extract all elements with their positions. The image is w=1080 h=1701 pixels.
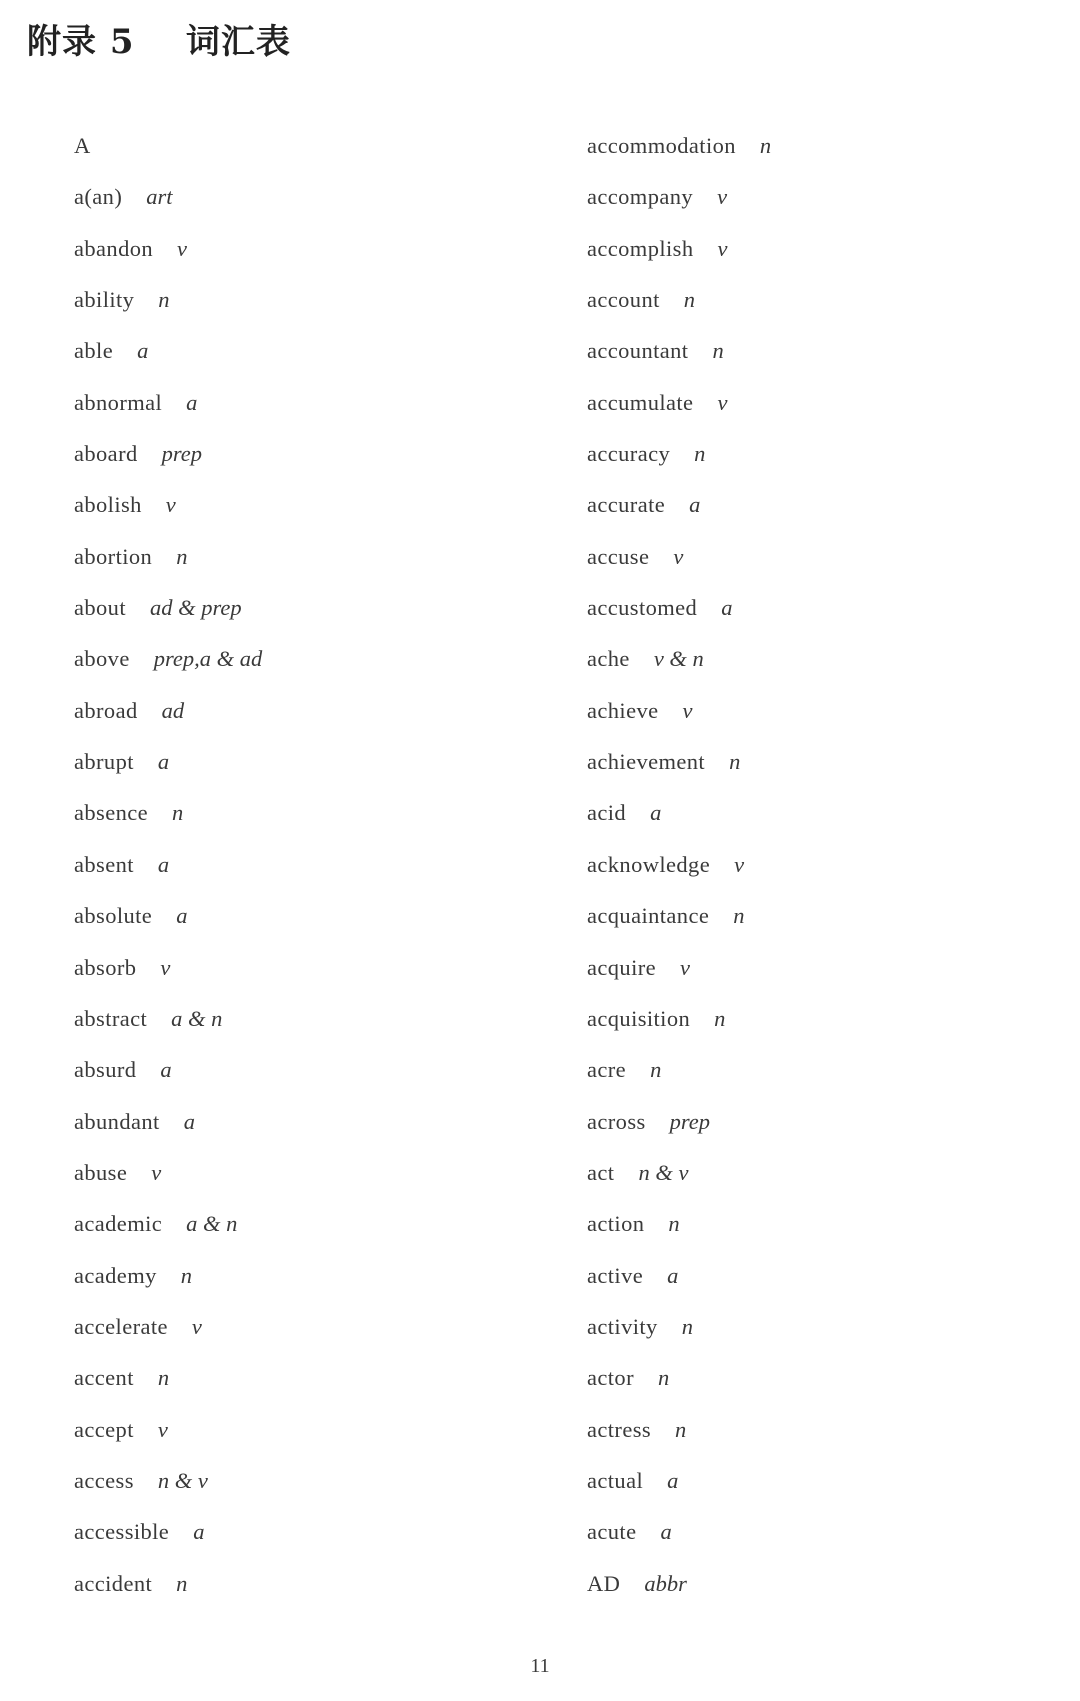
part-of-speech: prep,a & ad <box>153 646 263 672</box>
vocabulary-entry <box>74 485 262 536</box>
part-of-speech: v <box>151 1159 162 1185</box>
headword: abrupt <box>74 749 134 775</box>
vocabulary-entry <box>587 896 771 947</box>
vocabulary-entry <box>587 1153 771 1204</box>
part-of-speech: art <box>146 184 173 210</box>
headword: absurd <box>74 1057 137 1083</box>
part-of-speech: a <box>650 800 662 826</box>
part-of-speech: ad & prep <box>150 595 242 621</box>
vocabulary-entry <box>587 1256 771 1307</box>
vocabulary-entry <box>74 691 262 742</box>
vocabulary-entry <box>74 126 262 177</box>
vocabulary-entry <box>587 229 771 280</box>
vocabulary-entry <box>74 1256 262 1307</box>
part-of-speech: n <box>158 287 170 313</box>
vocabulary-entry <box>74 177 262 228</box>
vocabulary-entry <box>74 537 262 588</box>
part-of-speech: n <box>650 1057 662 1083</box>
vocabulary-entry <box>74 639 262 690</box>
vocabulary-entry <box>587 1050 771 1101</box>
part-of-speech: v <box>165 492 176 518</box>
headword: able <box>74 338 114 364</box>
headword: active <box>587 1262 644 1288</box>
vocabulary-entry <box>587 177 771 228</box>
part-of-speech: n & v <box>638 1159 689 1185</box>
headword: acid <box>587 800 627 826</box>
vocabulary-entry <box>587 999 771 1050</box>
part-of-speech: v <box>673 543 684 569</box>
part-of-speech: n <box>694 441 706 467</box>
part-of-speech: a <box>193 1519 205 1545</box>
vocabulary-entry <box>74 588 262 639</box>
vocabulary-entry <box>74 383 262 434</box>
part-of-speech: n <box>176 543 188 569</box>
vocabulary-entry <box>74 229 262 280</box>
vocabulary-entry <box>74 434 262 485</box>
part-of-speech: a <box>667 1467 679 1493</box>
vocabulary-entry <box>74 999 262 1050</box>
vocabulary-entry <box>74 1410 262 1461</box>
part-of-speech: n <box>683 287 696 313</box>
vocabulary-entry <box>74 742 262 793</box>
part-of-speech: n <box>714 1005 726 1031</box>
vocabulary-entry <box>587 126 771 177</box>
part-of-speech: n <box>157 1365 170 1391</box>
headword: achieve <box>587 697 659 723</box>
page-title: 附录 5 词汇表 <box>27 22 291 62</box>
vocabulary-entry <box>74 1461 262 1512</box>
vocabulary-entry <box>587 1564 771 1615</box>
part-of-speech: n <box>729 749 741 775</box>
vocabulary-entry <box>74 1564 262 1615</box>
part-of-speech: abbr <box>644 1570 687 1596</box>
part-of-speech: prep <box>161 441 203 467</box>
vocabulary-column-right <box>587 126 771 1615</box>
headword: action <box>587 1211 645 1237</box>
part-of-speech: a <box>689 492 701 518</box>
page-number: 11 <box>530 1655 550 1677</box>
headword: accomplish <box>587 235 694 261</box>
vocabulary-entry <box>587 691 771 742</box>
headword: acquire <box>587 954 657 980</box>
headword: accessible <box>74 1519 170 1545</box>
headword: acquaintance <box>587 903 710 929</box>
part-of-speech: a <box>183 1108 195 1134</box>
part-of-speech: n <box>733 903 745 929</box>
vocabulary-entry <box>587 1204 771 1255</box>
part-of-speech: a & n <box>186 1211 238 1237</box>
part-of-speech: n <box>172 800 184 826</box>
headword: AD <box>587 1570 621 1596</box>
headword: accustomed <box>587 595 698 621</box>
part-of-speech: v <box>682 697 693 723</box>
vocabulary-entry <box>74 280 262 331</box>
headword: accident <box>74 1570 153 1596</box>
vocabulary-entry <box>74 1050 262 1101</box>
part-of-speech: n <box>180 1262 192 1288</box>
part-of-speech: n & v <box>157 1467 208 1493</box>
vocabulary-entry <box>587 1358 771 1409</box>
headword: above <box>74 646 130 672</box>
vocabulary-entry <box>587 588 771 639</box>
part-of-speech: v <box>717 235 728 261</box>
headword: absent <box>74 851 134 877</box>
headword: absolute <box>74 903 153 929</box>
vocabulary-entry <box>587 331 771 382</box>
vocabulary-entry <box>587 948 771 999</box>
vocabulary-entry <box>74 793 262 844</box>
part-of-speech: v <box>160 954 171 980</box>
headword: achievement <box>587 749 706 775</box>
vocabulary-entry <box>74 896 262 947</box>
part-of-speech: v <box>191 1313 202 1339</box>
vocabulary-column-left <box>74 126 262 1615</box>
part-of-speech: n <box>759 133 772 158</box>
headword: actress <box>587 1416 652 1442</box>
headword: acquisition <box>587 1005 691 1031</box>
part-of-speech: prep <box>669 1108 711 1134</box>
headword: abolish <box>74 492 142 518</box>
vocabulary-entry <box>587 1307 771 1358</box>
part-of-speech: a <box>157 749 170 775</box>
headword: abstract <box>74 1005 148 1031</box>
part-of-speech: a <box>137 338 149 364</box>
headword: absorb <box>74 954 137 980</box>
headword: accurate <box>587 492 666 518</box>
headword: abundant <box>74 1108 160 1134</box>
part-of-speech: v & n <box>653 646 704 672</box>
part-of-speech: a <box>176 903 188 929</box>
headword: acknowledge <box>587 851 711 877</box>
headword: acute <box>587 1519 637 1545</box>
part-of-speech: v <box>717 389 728 415</box>
headword: accountant <box>587 338 689 364</box>
part-of-speech: v <box>734 851 745 877</box>
headword: a(an) <box>74 184 123 210</box>
part-of-speech: v <box>717 184 728 210</box>
vocabulary-entry <box>74 1307 262 1358</box>
headword: academic <box>74 1211 163 1237</box>
vocabulary-entry <box>74 948 262 999</box>
part-of-speech: v <box>177 235 188 261</box>
part-of-speech: a <box>721 595 733 621</box>
part-of-speech: n <box>675 1416 687 1442</box>
headword: ache <box>587 646 630 672</box>
headword: activity <box>587 1313 658 1339</box>
headword: account <box>587 287 660 313</box>
headword: actor <box>587 1365 634 1391</box>
headword: abnormal <box>74 389 163 415</box>
part-of-speech: a <box>660 1519 672 1545</box>
headword: accent <box>74 1365 134 1391</box>
part-of-speech: a <box>157 851 170 877</box>
headword: acre <box>587 1057 627 1083</box>
headword: accommodation <box>587 133 736 158</box>
vocabulary-entry <box>587 485 771 536</box>
headword: abortion <box>74 543 153 569</box>
part-of-speech: n <box>668 1211 680 1237</box>
headword: actual <box>587 1467 644 1493</box>
vocabulary-entry <box>587 280 771 331</box>
part-of-speech: n <box>712 338 724 364</box>
vocabulary-entry <box>74 331 262 382</box>
part-of-speech: n <box>681 1313 693 1339</box>
part-of-speech: a <box>667 1262 679 1288</box>
headword: ability <box>74 287 135 313</box>
vocabulary-entry <box>74 1102 262 1153</box>
headword: accuracy <box>587 441 671 467</box>
headword: academy <box>74 1262 157 1288</box>
headword: aboard <box>74 441 138 467</box>
part-of-speech: n <box>176 1570 188 1596</box>
vocabulary-entry <box>587 742 771 793</box>
vocabulary-entry <box>587 537 771 588</box>
vocabulary-entry <box>587 1461 771 1512</box>
part-of-speech: a <box>160 1057 172 1083</box>
part-of-speech: a <box>186 389 198 415</box>
headword: accuse <box>587 543 650 569</box>
headword: accelerate <box>74 1313 168 1339</box>
vocabulary-entry <box>587 845 771 896</box>
headword: accept <box>74 1416 134 1442</box>
vocabulary-entry <box>74 1358 262 1409</box>
part-of-speech: v <box>157 1416 168 1442</box>
headword: abandon <box>74 235 154 261</box>
headword: accumulate <box>587 389 694 415</box>
part-of-speech: n <box>657 1365 670 1391</box>
part-of-speech: ad <box>161 697 185 723</box>
vocabulary-entry <box>587 383 771 434</box>
vocabulary-entry <box>74 1153 262 1204</box>
headword: accompany <box>587 184 694 210</box>
headword: access <box>74 1467 134 1493</box>
headword: about <box>74 595 126 621</box>
part-of-speech: a & n <box>171 1005 223 1031</box>
vocabulary-entry <box>587 793 771 844</box>
vocabulary-entry <box>74 1204 262 1255</box>
headword: across <box>587 1108 646 1134</box>
part-of-speech: v <box>680 954 691 980</box>
vocabulary-entry <box>587 639 771 690</box>
headword: abuse <box>74 1159 128 1185</box>
headword: act <box>587 1159 615 1185</box>
headword: abroad <box>74 697 138 723</box>
vocabulary-entry <box>587 1512 771 1563</box>
headword: absence <box>74 800 149 826</box>
vocabulary-entry <box>74 1512 262 1563</box>
vocabulary-entry <box>587 1410 771 1461</box>
vocabulary-entry <box>74 845 262 896</box>
vocabulary-entry <box>587 1102 771 1153</box>
vocabulary-entry <box>587 434 771 485</box>
headword: A <box>74 133 91 158</box>
